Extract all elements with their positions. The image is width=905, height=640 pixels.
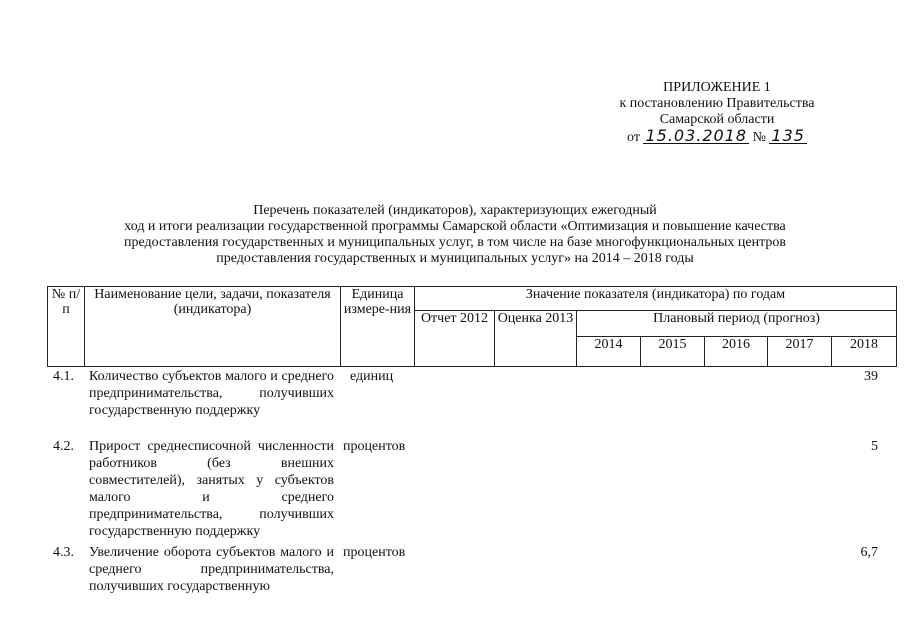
header-year: 2017 bbox=[768, 337, 832, 367]
table-row bbox=[47, 438, 896, 544]
header-num: № п/п bbox=[48, 287, 85, 367]
header-values-by-year: Значение показателя (индикатора) по годам bbox=[415, 287, 897, 311]
row-number: 4.2. bbox=[53, 439, 74, 454]
header-year: 2015 bbox=[641, 337, 705, 367]
header-unit: Единица измере-ния bbox=[341, 287, 415, 367]
row-unit: единиц bbox=[350, 369, 394, 384]
row-number: 4.3. bbox=[53, 545, 74, 560]
header-year: 2016 bbox=[705, 337, 768, 367]
header-name: Наименование цели, задачи, показателя (индикатора) bbox=[85, 287, 341, 367]
indicator-rows bbox=[47, 368, 896, 604]
handwritten-number: 135 bbox=[771, 126, 805, 145]
header-planned: Плановый период (прогноз) bbox=[577, 311, 897, 337]
header-year: 2018 bbox=[832, 337, 897, 367]
from-label: от bbox=[627, 130, 640, 145]
row-value-2018: 6,7 bbox=[860, 545, 878, 560]
header-estimate: Оценка 2013 bbox=[495, 311, 577, 367]
document-title bbox=[60, 203, 850, 267]
appendix-subtitle: к постановлению Правительства bbox=[619, 96, 815, 111]
appendix-region: Самарской области bbox=[659, 112, 775, 127]
number-label: № bbox=[752, 130, 766, 145]
row-indicator-name: Количество субъектов малого и среднего предпринимательства, получивших государственную поддержку bbox=[89, 369, 334, 418]
handwritten-date: 15.03.2018 bbox=[645, 126, 748, 145]
title-line-3: предоставления государственных и муниципальных услуг, в том числе на базе многофункциональных центров bbox=[123, 235, 787, 250]
title-line-1: Перечень показателей (индикаторов), характеризующих ежегодный bbox=[253, 203, 657, 218]
row-unit: процентов bbox=[343, 439, 406, 454]
row-number: 4.1. bbox=[53, 369, 74, 384]
row-value-2018: 5 bbox=[871, 439, 878, 454]
appendix-title: ПРИЛОЖЕНИЕ 1 bbox=[663, 80, 771, 95]
header-year: 2014 bbox=[577, 337, 641, 367]
row-indicator-name: Прирост среднесписочной численности работников (без внешних совместителей), занятых у субъектов малого и среднего предпринимательства, получивших государственную поддержку bbox=[89, 439, 334, 539]
header-report: Отчет 2012 bbox=[415, 311, 495, 367]
appendix-block bbox=[587, 80, 847, 146]
appendix-date-line bbox=[587, 128, 847, 146]
table-row bbox=[47, 368, 896, 438]
indicator-table-header bbox=[47, 286, 897, 367]
title-line-2: ход и итоги реализации государственной программы Самарской области «Оптимизация и повышение качества bbox=[124, 219, 786, 234]
row-value-2018: 39 bbox=[864, 369, 878, 384]
row-indicator-name: Увеличение оборота субъектов малого и среднего предпринимательства, получивших государственную bbox=[89, 545, 334, 594]
title-line-4: предоставления государственных и муниципальных услуг» на 2014 – 2018 годы bbox=[216, 251, 694, 266]
table-row bbox=[47, 544, 896, 604]
row-unit: процентов bbox=[343, 545, 406, 560]
